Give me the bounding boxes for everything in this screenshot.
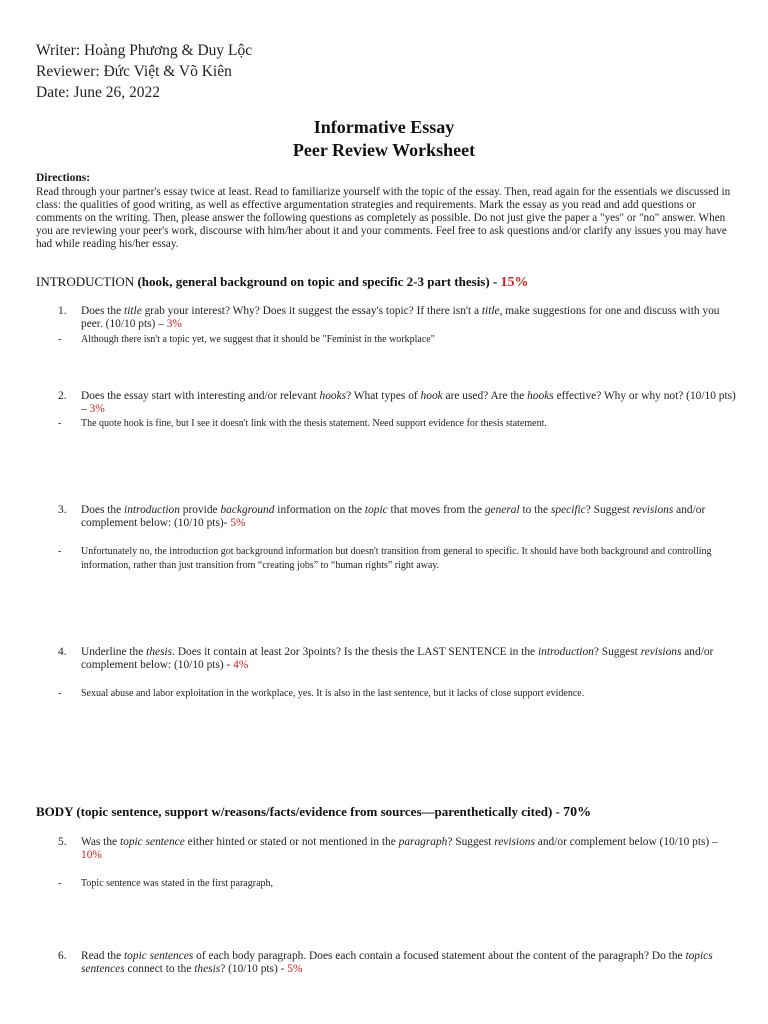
section-weight: 70%	[563, 805, 592, 820]
question-number: 2.	[58, 390, 67, 402]
question-number: 5.	[58, 836, 67, 848]
question-5	[58, 836, 738, 862]
question-number: 4.	[58, 646, 67, 658]
question-4	[58, 646, 738, 672]
question-text: Underline the thesis. Does it contain at least 2or 3points? Is the thesis the LAST SENTENCE in the introduction? Suggest revisions and/or complement below: (10/10 pts) - 4%	[81, 646, 714, 671]
directions-text: Read through your partner's essay twice at least. Read to familiarize yourself with the topic of the essay. Then, read again for the essentials we discussed in class: the qualities of good writing, as well as effective argumentation strategies and requirements. Mark the essay as you read and add questions or comments on the writing. Then, please answer the following questions as completely as possible. Do not just give the paper a "yes" or "no" answer. When you are reviewing your peer's work, discourse with him/her about it and your comments. Feel free to ask questions and/or clarify any issues you may have had while reading his/her essay.	[36, 186, 731, 250]
section-description: (topic sentence, support w/reasons/facts/evidence from sources—parenthetically cited)	[73, 804, 553, 819]
document-subtitle: Peer Review Worksheet	[292, 140, 476, 160]
question-text: Read the topic sentences of each body paragraph. Does each contain a focused statement about the content of the paragraph? Do the topics sentences connect to the thesis? (10/10 pts) - 5%	[81, 950, 713, 975]
answer-2	[58, 417, 738, 431]
section-name: INTRODUCTION	[36, 274, 135, 289]
answer-bullet: -	[58, 418, 62, 429]
section-description: (hook, general background on topic and specific 2-3 part thesis)	[134, 274, 490, 289]
answer-bullet: -	[58, 334, 62, 345]
answer-text: Sexual abuse and labor exploitation in the workplace, yes. It is also in the last sentence, but it lacks of close support evidence.	[81, 688, 585, 699]
question-text: Does the introduction provide background information on the topic that moves from the general to the specific? Suggest revisions and/or complement below: (10/10 pts)- 5%	[81, 504, 706, 529]
document-header	[36, 40, 252, 103]
question-number: 1.	[58, 305, 67, 317]
section-separator: -	[489, 274, 501, 289]
answer-5	[58, 877, 738, 891]
reviewer-line: Reviewer: Đức Việt & Võ Kiên	[36, 63, 232, 80]
section-weight: 15%	[500, 275, 529, 290]
question-number: 6.	[58, 950, 67, 962]
introduction-section-heading	[36, 274, 529, 291]
question-1	[58, 305, 738, 331]
body-section-heading	[36, 804, 591, 821]
answer-text: Although there isn't a topic yet, we suggest that it should be "Feminist in the workplace"	[81, 334, 435, 345]
answer-text: Unfortunately no, the introduction got background information but doesn't transition from general to specific. It should have both background and controlling information, rather than just transition from “creating jobs” to “human rights” right away.	[81, 546, 712, 571]
answer-text: The quote hook is fine, but I see it doesn't link with the thesis statement. Need support evidence for thesis statement.	[81, 418, 547, 429]
answer-bullet: -	[58, 878, 62, 889]
answer-4	[58, 687, 738, 701]
answer-bullet: -	[58, 546, 62, 557]
date-line: Date: June 26, 2022	[36, 84, 160, 101]
answer-3	[58, 545, 738, 573]
question-2	[58, 390, 738, 416]
question-text: Was the topic sentence either hinted or stated or not mentioned in the paragraph? Suggest revisions and/or complement below (10/10 pts) – 10%	[81, 836, 718, 861]
answer-bullet: -	[58, 688, 62, 699]
answer-text: Topic sentence was stated in the first paragraph,	[81, 878, 274, 889]
section-separator: -	[552, 804, 564, 819]
section-name: BODY	[36, 804, 74, 819]
document-title: Informative Essay	[313, 117, 455, 137]
writer-line: Writer: Hoàng Phương & Duy Lộc	[36, 42, 253, 59]
answer-1	[58, 333, 738, 347]
directions-heading: Directions:	[36, 172, 91, 184]
question-text: Does the essay start with interesting and/or relevant hooks? What types of hook are used? Are the hooks effective? Why or why not? (10/10 pts) – 3%	[81, 390, 736, 415]
question-6	[58, 950, 738, 976]
question-3	[58, 504, 738, 530]
question-text: Does the title grab your interest? Why? Does it suggest the essay's topic? If there isn't a title, make suggestions for one and discuss with you peer. (10/10 pts) – 3%	[81, 305, 720, 330]
question-number: 3.	[58, 504, 67, 516]
